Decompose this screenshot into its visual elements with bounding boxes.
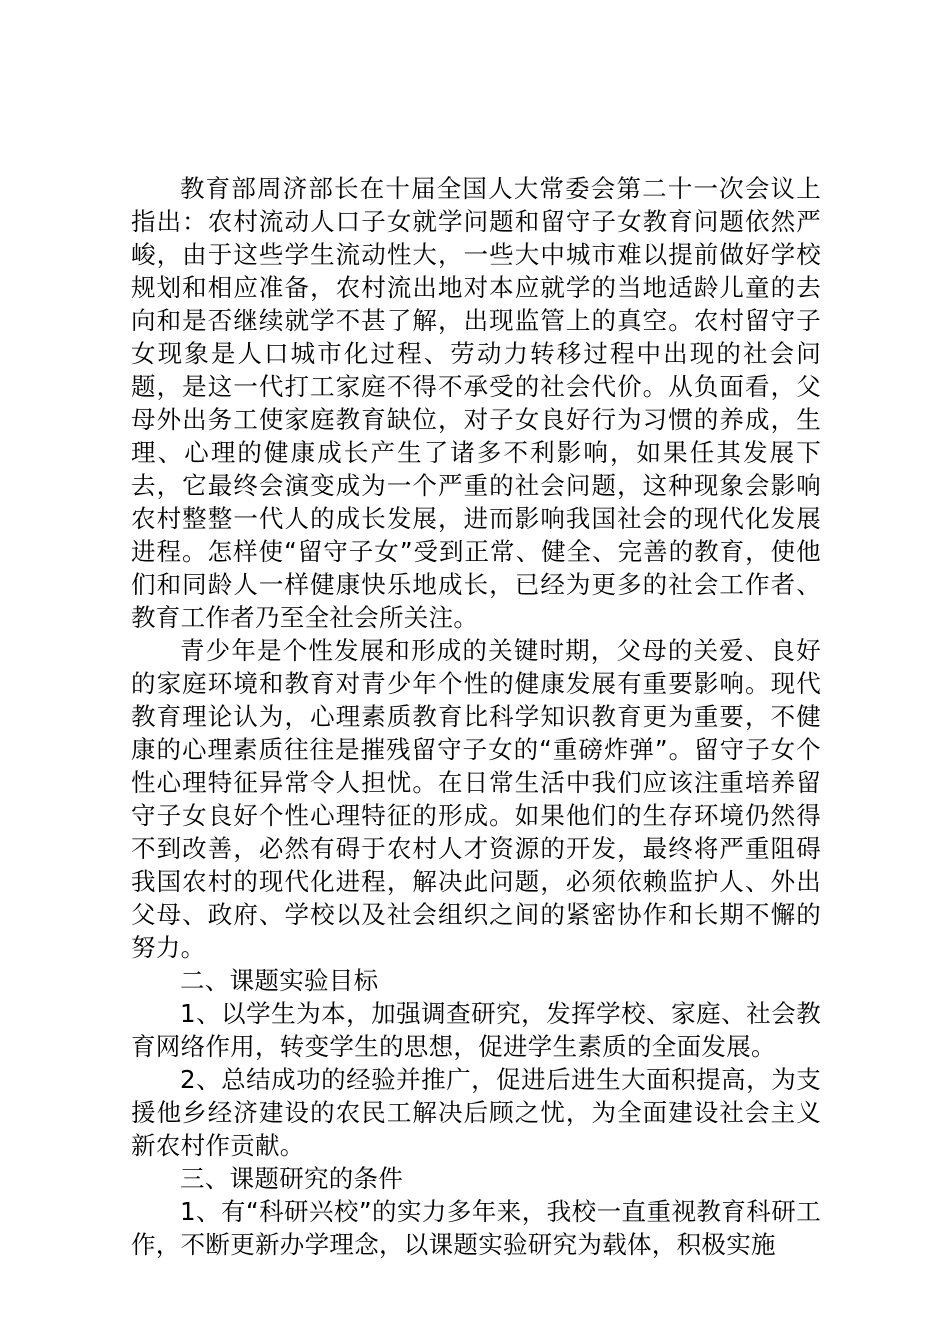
objective-item-2: 2、总结成功的经验并推广，促进后进生大面积提高，为支援他乡经济建设的农民工解决后顾之忧，为全面建设社会主义新农村作贡献。 — [131, 1065, 821, 1160]
paragraph-adolescence: 青少年是个性发展和形成的关键时期，父母的关爱、良好的家庭环境和教育对青少年个性的健康发展有重要影响。现代教育理论认为，心理素质教育比科学知识教育更为重要，不健康的心理素质往往是摧残留守子女的“重磅炸弹”。留守子女个性心理特征异常令人担忧。在日常生活中我们应该注重培养留守子女良好个性心理特征的形成。如果他们的生存环境仍然得不到改善，必然有碍于农村人才资源的开发，最终将严重阻碍我国农村的现代化进程，解决此问题，必须依赖监护人、外出父母、政府、学校以及社会组织之间的紧密协作和长期不懈的努力。 — [131, 636, 821, 962]
condition-item-1: 1、有“科研兴校”的实力多年来，我校一直重视教育科研工作，不断更新办学理念，以课题实验研究为载体，积极实施 — [131, 1197, 821, 1259]
section-heading-objectives: 二、课题实验目标 — [180, 966, 379, 995]
section-heading-conditions: 三、课题研究的条件 — [180, 1164, 404, 1193]
document-body — [131, 172, 821, 1261]
paragraph-background: 教育部周济部长在十届全国人大常委会第二十一次会议上指出：农村流动人口子女就学问题和留守子女教育问题依然严峻，由于这些学生流动性大，一些大中城市难以提前做好学校规划和相应准备，农村流出地对本应就学的当地适龄儿童的去向和是否继续就学不甚了解，出现监管上的真空。农村留守子女现象是人口城市化过程、劳动力转移过程中出现的社会问题，是这一代打工家庭不得不承受的社会代价。从负面看，父母外出务工使家庭教育缺位，对子女良好行为习惯的养成，生理、心理的健康成长产生了诸多不利影响，如果任其发展下去，它最终会演变成为一个严重的社会问题，这种现象会影响农村整整一代人的成长发展，进而影响我国社会的现代化发展进程。怎样使“留守子女”受到正常、健全、完善的教育，使他们和同龄人一样健康快乐地成长，已经为更多的社会工作者、教育工作者乃至全社会所关注。 — [131, 174, 821, 632]
objective-item-1: 1、以学生为本，加强调查研究，发挥学校、家庭、社会教育网络作用，转变学生的思想，促进学生素质的全面发展。 — [131, 999, 821, 1061]
